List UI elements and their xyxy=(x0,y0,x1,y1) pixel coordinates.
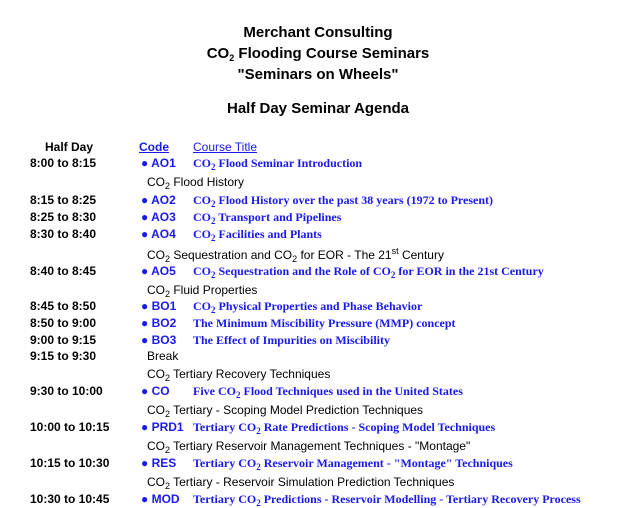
course-title xyxy=(0,45,636,63)
column-header-code[interactable]: Code xyxy=(139,140,169,154)
agenda-course-title[interactable]: $CO_2$ Transport and Pipelines xyxy=(193,210,342,226)
agenda-code[interactable]: ● AO3 xyxy=(141,210,176,224)
course-title-sub: 2 xyxy=(229,53,235,63)
agenda-time: 10:00 to 10:15 xyxy=(30,420,110,434)
agenda-time: 10:15 to 10:30 xyxy=(30,456,110,470)
break-label: Break xyxy=(147,349,179,363)
agenda-code[interactable]: ● PRD1 xyxy=(141,420,184,434)
agenda-code[interactable]: ● AO2 xyxy=(141,193,176,207)
agenda-time: 8:30 to 8:40 xyxy=(30,227,97,241)
agenda-time: 9:00 to 9:15 xyxy=(30,333,97,347)
company-name: Merchant Consulting xyxy=(243,24,393,41)
agenda-course-title[interactable]: Tertiary $CO_2$ Reservoir Management - "Montage" Techniques xyxy=(193,456,513,472)
section-heading-text: $CO_2$ Tertiary - Scoping Model Prediction Techniques xyxy=(147,403,424,419)
agenda-code[interactable]: ● BO1 xyxy=(141,299,177,313)
agenda-course-title[interactable]: $CO_2$ Sequestration and the Role of $CO_2$ for EOR in the 21st Century xyxy=(193,264,544,280)
agenda-course-title[interactable]: Tertiary $CO_2$ Rate Predictions - Scoping Model Techniques xyxy=(193,420,496,436)
course-title-pre: CO xyxy=(206,45,230,62)
section-heading-text: $CO_2$ Tertiary - Reservoir Simulation Prediction Techniques xyxy=(147,475,455,491)
agenda-code[interactable]: ● BO2 xyxy=(141,316,177,330)
agenda-course-title[interactable]: The Minimum Miscibility Pressure (MMP) concept xyxy=(193,316,456,330)
agenda-course-title[interactable]: Five $CO_2$ Flood Techniques used in the United States xyxy=(193,384,463,400)
agenda-title: Half Day Seminar Agenda xyxy=(227,100,409,117)
section-heading-text: $CO_2$ Flood History xyxy=(147,175,245,191)
agenda-code[interactable]: ● AO4 xyxy=(141,227,176,241)
agenda-time: 8:15 to 8:25 xyxy=(30,193,97,207)
agenda-time: 8:45 to 8:50 xyxy=(30,299,97,313)
agenda-course-title[interactable]: $CO_2$ Flood Seminar Introduction xyxy=(193,156,363,172)
agenda-course-title[interactable]: The Effect of Impurities on Miscibility xyxy=(193,333,390,347)
section-heading-text: $CO_2$ Tertiary Recovery Techniques xyxy=(147,367,331,383)
agenda-course-title[interactable]: $CO_2$ Flood History over the past 38 years (1972 to Present) xyxy=(193,193,494,209)
agenda-code[interactable]: ● BO3 xyxy=(141,333,177,347)
agenda-course-title[interactable]: Tertiary $CO_2$ Predictions - Reservoir Modelling - Tertiary Recovery Process xyxy=(193,492,581,508)
column-header-time: Half Day xyxy=(45,140,94,154)
agenda-time: 8:40 to 8:45 xyxy=(30,264,97,278)
agenda-time: 10:30 to 10:45 xyxy=(30,492,110,506)
agenda-time: 9:30 to 10:00 xyxy=(30,384,103,398)
agenda-code[interactable]: ● MOD xyxy=(141,492,180,506)
agenda-time: 8:50 to 9:00 xyxy=(30,316,97,330)
agenda-course-title[interactable]: $CO_2$ Facilities and Plants xyxy=(193,227,322,243)
agenda-code[interactable]: ● RES xyxy=(141,456,177,470)
course-title-post: Flooding Course Seminars xyxy=(234,45,430,62)
column-header-course-title[interactable]: Course Title xyxy=(193,140,258,154)
agenda-code[interactable]: ● AO5 xyxy=(141,264,176,278)
section-heading-text: $CO_2$ Sequestration and $CO_2$ for EOR - The 21st Century xyxy=(147,246,444,264)
section-heading-text: $CO_2$ Fluid Properties xyxy=(147,283,258,299)
agenda-time: 8:25 to 8:30 xyxy=(30,210,97,224)
section-heading-text: $CO_2$ Tertiary Reservoir Management Techniques - "Montage" xyxy=(147,439,471,455)
agenda-code[interactable]: ● CO xyxy=(141,384,170,398)
agenda-course-title[interactable]: $CO_2$ Physical Properties and Phase Behavior xyxy=(193,299,423,315)
agenda-code[interactable]: ● AO1 xyxy=(141,156,176,170)
agenda-time: 9:15 to 9:30 xyxy=(30,349,97,363)
agenda-time: 8:00 to 8:15 xyxy=(30,156,97,170)
tagline: "Seminars on Wheels" xyxy=(237,66,399,83)
